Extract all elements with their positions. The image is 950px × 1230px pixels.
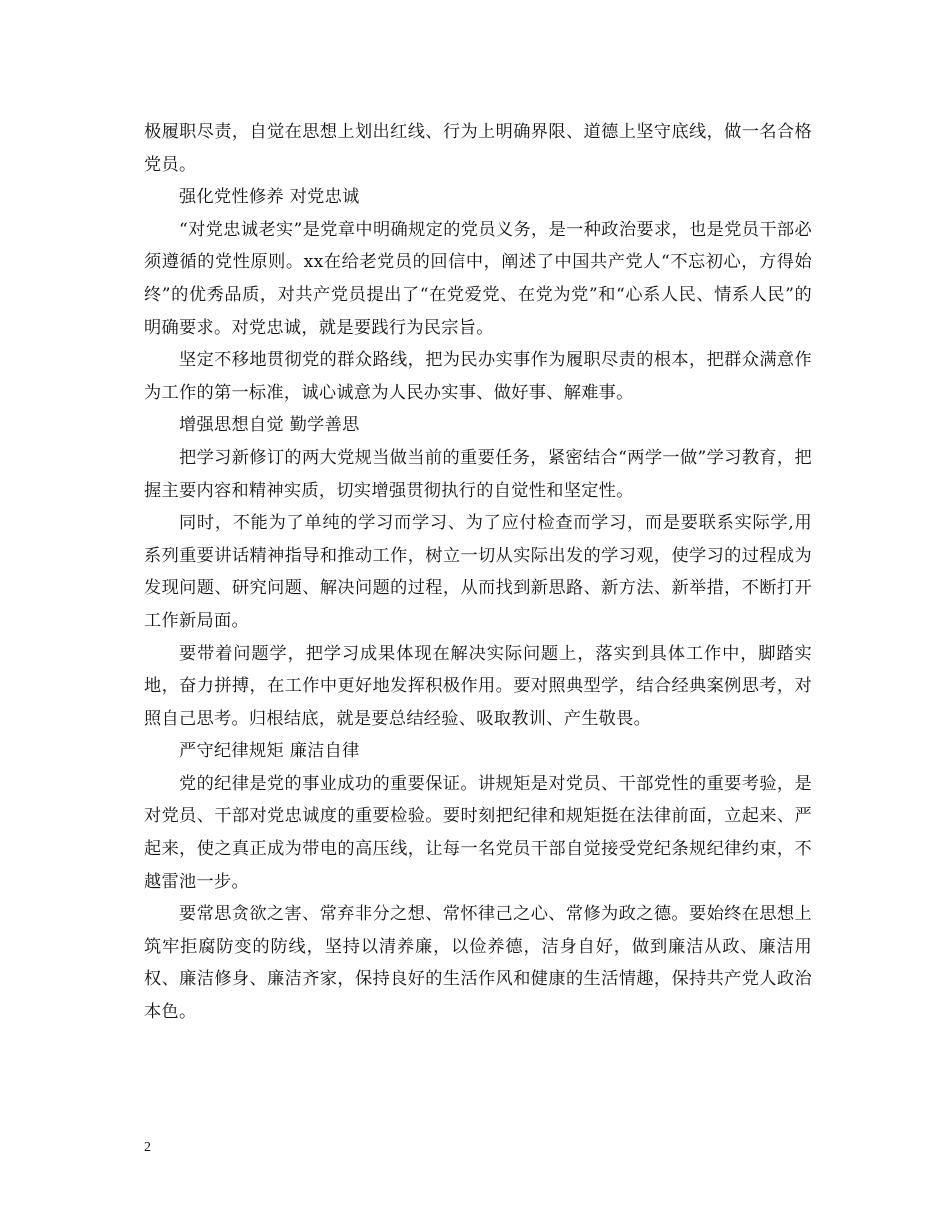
document-body [144,116,812,1029]
paragraph-practical-study: 同时，不能为了单纯的学习而学习、为了应付检查而学习，而是要联系实际学,用系列重要讲话精神指导和推动工作，树立一切从实际出发的学习观，使学习的过程成为发现问题、研究问题、解决问题的过程，从而找到新思路、新方法、新举措，不断打开工作新局面。 [144,513,812,631]
paragraph-study-task: 把学习新修订的两大党规当做当前的重要任务，紧密结合“两学一做”学习教育，把握主要内容和精神实质，切实增强贯彻执行的自觉性和坚定性。 [144,447,812,501]
section-heading-discipline: 严守纪律规矩 廉洁自律 [179,741,360,762]
paragraph-discipline: 党的纪律是党的事业成功的重要保证。讲规矩是对党员、干部党性的重要考验，是对党员、干部对党忠诚度的重要检验。要时刻把纪律和规矩挺在法律前面，立起来、严起来，使之真正成为带电的高压线，让每一名党员干部自觉接受党纪条规纪律约束，不越雷池一步。 [144,773,812,892]
page-number: 2 [144,1140,151,1155]
paragraph-integrity: 要常思贪欲之害、常弃非分之想、常怀律己之心、常修为政之德。要始终在思想上筑牢拒腐防变的防线，坚持以清养廉，以俭养德，洁身自好，做到廉洁从政、廉洁用权、廉洁修身、廉洁齐家，保持良好的生活作风和健康的生活情趣，保持共产党人政治本色。 [144,904,812,1023]
paragraph-continuation: 极履职尽责，自觉在思想上划出红线、行为上明确界限、道德上坚守底线，做一名合格党员。 [144,122,812,175]
section-heading-study: 增强思想自觉 勤学善思 [179,415,360,436]
section-heading-party-spirit: 强化党性修养 对党忠诚 [179,187,360,208]
paragraph-loyalty: “对党忠诚老实”是党章中明确规定的党员义务，是一种政治要求，也是党员干部必须遵循的党性原则。xx在给老党员的回信中，阐述了中国共产党人“不忘初心，方得始终”的优秀品质，对共产党员提出了“在党爱党、在党为党”和“心系人民、情系人民”的明确要求。对党忠诚，就是要践行为民宗旨。 [144,219,812,338]
paragraph-problem-study: 要带着问题学，把学习成果体现在解决实际问题上，落实到具体工作中，脚踏实地，奋力拼搏，在工作中更好地发挥积极作用。要对照典型学，结合经典案例思考，对照自己思考。归根结底，就是要总结经验、吸取教训、产生敬畏。 [144,643,812,729]
paragraph-mass-line: 坚定不移地贯彻党的群众路线，把为民办实事作为履职尽责的根本，把群众满意作为工作的第一标准，诚心诚意为人民办实事、做好事、解难事。 [144,350,812,403]
